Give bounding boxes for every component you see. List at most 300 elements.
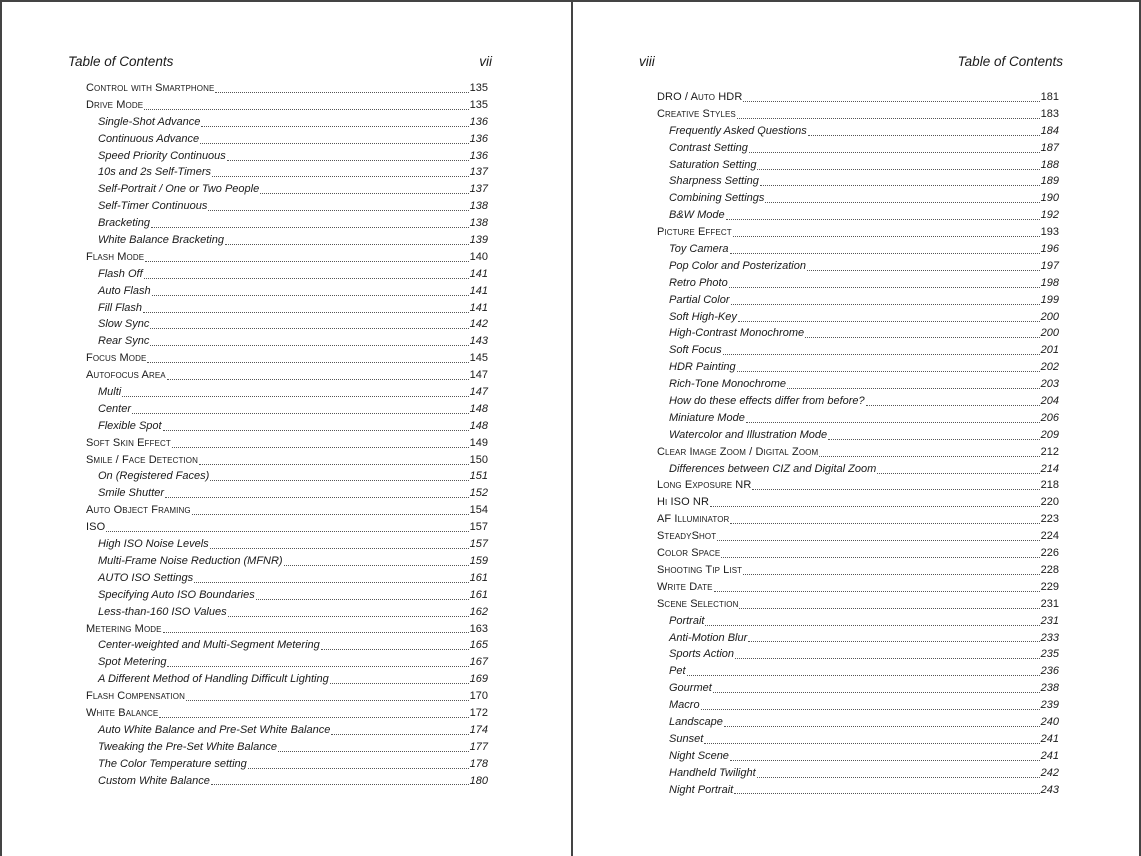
toc-subentry[interactable] bbox=[86, 654, 488, 671]
toc-entry-page: 178 bbox=[469, 757, 488, 770]
toc-entry-page: 137 bbox=[469, 183, 488, 196]
toc-entry-page: 162 bbox=[469, 605, 488, 618]
dot-leader bbox=[819, 456, 1039, 457]
toc-entry-title: SteadyShot bbox=[657, 530, 717, 543]
dot-leader bbox=[151, 227, 469, 228]
dot-leader bbox=[701, 709, 1040, 710]
dot-leader bbox=[757, 169, 1039, 170]
toc-entry-title: Multi bbox=[98, 386, 122, 399]
toc-entry-title: Watercolor and Illustration Mode bbox=[669, 428, 828, 441]
toc-entry-page: 137 bbox=[469, 166, 488, 179]
toc-entry-title: Combining Settings bbox=[669, 192, 765, 205]
toc-subentry[interactable] bbox=[86, 232, 488, 249]
dot-leader bbox=[186, 700, 469, 701]
toc-entry-page: 202 bbox=[1040, 361, 1059, 374]
dot-leader bbox=[152, 295, 469, 296]
toc-entry[interactable] bbox=[86, 705, 488, 722]
toc-entry[interactable] bbox=[86, 452, 488, 469]
toc-entry-title: Flexible Spot bbox=[98, 419, 162, 432]
toc-subentry[interactable] bbox=[657, 410, 1059, 427]
toc-entry-title: Contrast Setting bbox=[669, 141, 748, 154]
toc-entry-page: 188 bbox=[1040, 158, 1059, 171]
toc-subentry[interactable] bbox=[86, 739, 488, 756]
toc-subentry[interactable] bbox=[86, 401, 488, 418]
dot-leader bbox=[739, 608, 1039, 609]
dot-leader bbox=[144, 278, 469, 279]
dot-leader bbox=[145, 261, 468, 262]
toc-entry-title: White Balance bbox=[86, 706, 159, 719]
dot-leader bbox=[730, 253, 1040, 254]
toc-entry-title: Rich-Tone Monochrome bbox=[669, 378, 786, 391]
toc-entry-title: Tweaking the Pre-Set White Balance bbox=[98, 740, 277, 753]
toc-entry-page: 183 bbox=[1040, 107, 1059, 120]
toc-entry-page: 238 bbox=[1040, 682, 1059, 695]
toc-entry-page: 135 bbox=[469, 82, 488, 94]
toc-entry-title: AF Illuminator bbox=[657, 513, 730, 526]
dot-leader bbox=[225, 244, 469, 245]
toc-entry-page: 154 bbox=[469, 504, 488, 517]
toc-entry-title: Multi-Frame Noise Reduction (MFNR) bbox=[98, 554, 283, 567]
toc-subentry[interactable] bbox=[86, 587, 488, 604]
top-border bbox=[573, 0, 1139, 2]
toc-entry-page: 229 bbox=[1040, 580, 1059, 593]
toc-entry-title: Control with Smartphone bbox=[86, 82, 215, 94]
toc-entry-title: AUTO ISO Settings bbox=[98, 571, 194, 584]
toc-entry-title: Focus Mode bbox=[86, 352, 147, 365]
toc-entry-page: 204 bbox=[1040, 395, 1059, 408]
toc-entry-title: Handheld Twilight bbox=[669, 766, 756, 779]
toc-entry-page: 157 bbox=[469, 538, 488, 551]
toc-subentry[interactable] bbox=[86, 131, 488, 148]
dot-leader bbox=[731, 304, 1040, 305]
toc-subentry[interactable] bbox=[657, 748, 1059, 765]
toc-entry-page: 231 bbox=[1040, 597, 1059, 610]
dot-leader bbox=[159, 717, 468, 718]
toc-subentry[interactable] bbox=[86, 418, 488, 435]
toc-entry-page: 180 bbox=[469, 774, 488, 787]
toc-subentry[interactable] bbox=[657, 309, 1059, 326]
toc-entry-title: Specifying Auto ISO Boundaries bbox=[98, 588, 255, 601]
toc-entry-title: Color Space bbox=[657, 547, 721, 560]
toc-entry-title: 10s and 2s Self-Timers bbox=[98, 166, 212, 179]
dot-leader bbox=[735, 658, 1040, 659]
toc-subentry[interactable] bbox=[657, 714, 1059, 731]
toc-entry-title: Write Date bbox=[657, 580, 713, 593]
toc-entry-page: 239 bbox=[1040, 699, 1059, 712]
toc-entry-title: Center bbox=[98, 402, 132, 415]
header-title: Table of Contents bbox=[68, 54, 174, 69]
dot-leader bbox=[723, 354, 1040, 355]
dot-leader bbox=[717, 540, 1039, 541]
toc-subentry[interactable] bbox=[657, 275, 1059, 292]
toc-subentry[interactable] bbox=[657, 697, 1059, 714]
toc-entry-page: 141 bbox=[469, 284, 488, 297]
dot-leader bbox=[738, 321, 1040, 322]
dot-leader bbox=[201, 126, 468, 127]
toc-subentry[interactable] bbox=[657, 190, 1059, 207]
toc-entry-page: 141 bbox=[469, 301, 488, 314]
toc-subentry[interactable] bbox=[86, 181, 488, 198]
dot-leader bbox=[737, 118, 1040, 119]
toc-entry-title: Sharpness Setting bbox=[669, 175, 759, 188]
toc-subentry[interactable] bbox=[657, 427, 1059, 444]
toc-entry-page: 197 bbox=[1040, 259, 1059, 272]
toc-subentry[interactable] bbox=[657, 157, 1059, 174]
toc-entry-title: High-Contrast Monochrome bbox=[669, 327, 805, 340]
header-title: Table of Contents bbox=[957, 54, 1063, 69]
dot-leader bbox=[256, 599, 469, 600]
toc-entry-title: Pet bbox=[669, 665, 686, 678]
toc-entry-page: 151 bbox=[469, 470, 488, 483]
toc-subentry[interactable] bbox=[657, 342, 1059, 359]
toc-subentry[interactable] bbox=[86, 164, 488, 181]
toc-entry-title: Soft Skin Effect bbox=[86, 436, 171, 449]
running-header bbox=[639, 54, 1063, 72]
dot-leader bbox=[760, 185, 1040, 186]
dot-leader bbox=[713, 692, 1040, 693]
dot-leader bbox=[211, 784, 469, 785]
top-border bbox=[2, 0, 571, 2]
dot-leader bbox=[787, 388, 1040, 389]
toc-entry[interactable] bbox=[657, 579, 1059, 596]
toc-subentry[interactable] bbox=[657, 173, 1059, 190]
dot-leader bbox=[733, 236, 1040, 237]
toc-entry[interactable] bbox=[86, 350, 488, 367]
dot-leader bbox=[278, 751, 469, 752]
toc-entry-page: 190 bbox=[1040, 192, 1059, 205]
toc-entry-title: Smile Shutter bbox=[98, 487, 165, 500]
toc-entry-title: Soft High-Key bbox=[669, 310, 737, 323]
toc-entry[interactable] bbox=[657, 494, 1059, 511]
toc-entry-page: 218 bbox=[1040, 479, 1059, 492]
toc-entry-title: Center-weighted and Multi-Segment Metering bbox=[98, 639, 320, 652]
toc-entry-title: Pop Color and Posterization bbox=[669, 259, 806, 272]
toc-entry-page: 140 bbox=[469, 250, 488, 263]
dot-leader bbox=[143, 312, 469, 313]
toc-subentry[interactable] bbox=[657, 207, 1059, 224]
toc-entry-title: Soft Focus bbox=[669, 344, 722, 357]
toc-entry-title: Auto Object Framing bbox=[86, 504, 191, 517]
toc-entry-title: Creative Styles bbox=[657, 107, 736, 120]
dot-leader bbox=[330, 683, 469, 684]
toc-entry-title: Toy Camera bbox=[669, 243, 729, 256]
toc-entry-title: Smile / Face Detection bbox=[86, 453, 198, 466]
toc-entry-page: 193 bbox=[1040, 226, 1059, 239]
dot-leader bbox=[808, 135, 1040, 136]
toc-entry[interactable] bbox=[657, 528, 1059, 545]
toc-entry-title: Self-Portrait / One or Two People bbox=[98, 183, 260, 196]
dot-leader bbox=[132, 413, 469, 414]
dot-leader bbox=[200, 143, 469, 144]
toc-entry-title: High ISO Noise Levels bbox=[98, 538, 209, 551]
toc-entry[interactable] bbox=[657, 477, 1059, 494]
dot-leader bbox=[147, 362, 468, 363]
toc-entry-page: 184 bbox=[1040, 124, 1059, 137]
toc-entry-page: 165 bbox=[469, 639, 488, 652]
toc-subentry[interactable] bbox=[86, 333, 488, 350]
toc-entry-page: 157 bbox=[469, 521, 488, 534]
dot-leader bbox=[877, 473, 1039, 474]
toc-entry-title: On (Registered Faces) bbox=[98, 470, 210, 483]
toc-subentry[interactable] bbox=[86, 215, 488, 232]
dot-leader bbox=[208, 210, 468, 211]
toc-entry-title: Rear Sync bbox=[98, 335, 150, 348]
toc-entry-page: 241 bbox=[1040, 749, 1059, 762]
toc-subentry[interactable] bbox=[86, 553, 488, 570]
dot-leader bbox=[172, 447, 469, 448]
toc-entry-page: 223 bbox=[1040, 513, 1059, 526]
toc-entry-title: How do these effects differ from before? bbox=[669, 395, 865, 408]
toc-entry[interactable] bbox=[86, 97, 488, 114]
toc-entry[interactable] bbox=[657, 596, 1059, 613]
toc-entry[interactable] bbox=[657, 511, 1059, 528]
toc-entry-page: 136 bbox=[469, 149, 488, 162]
toc-subentry[interactable] bbox=[86, 604, 488, 621]
dot-leader bbox=[150, 345, 468, 346]
toc-entry-page: 161 bbox=[469, 571, 488, 584]
toc-entry-title: Auto White Balance and Pre-Set White Balance bbox=[98, 723, 331, 736]
toc-subentry[interactable] bbox=[657, 325, 1059, 342]
toc-entry-page: 152 bbox=[469, 487, 488, 500]
toc-entry-page: 201 bbox=[1040, 344, 1059, 357]
toc-entry-title: Retro Photo bbox=[669, 276, 728, 289]
toc-entry-page: 170 bbox=[469, 690, 488, 703]
toc-entry-page: 240 bbox=[1040, 715, 1059, 728]
toc-subentry[interactable] bbox=[657, 782, 1059, 799]
toc-entry-title: Frequently Asked Questions bbox=[669, 124, 807, 137]
toc-entry-title: Portrait bbox=[669, 614, 705, 627]
toc-entry-title: Slow Sync bbox=[98, 318, 150, 331]
toc-entry-page: 196 bbox=[1040, 243, 1059, 256]
toc-entry-title: Self-Timer Continuous bbox=[98, 200, 208, 213]
toc-subentry[interactable] bbox=[657, 376, 1059, 393]
toc-subentry[interactable] bbox=[86, 468, 488, 485]
right-page bbox=[571, 0, 1141, 856]
toc-entry-page: 147 bbox=[469, 369, 488, 382]
toc-subentry[interactable] bbox=[657, 613, 1059, 630]
dot-leader bbox=[228, 616, 469, 617]
toc-entry-page: 189 bbox=[1040, 175, 1059, 188]
toc-entry-title: Less-than-160 ISO Values bbox=[98, 605, 227, 618]
toc-entry-page: 139 bbox=[469, 234, 488, 247]
toc-entry-page: 169 bbox=[469, 673, 488, 686]
toc-entry-page: 203 bbox=[1040, 378, 1059, 391]
dot-leader bbox=[748, 641, 1039, 642]
toc-entry-title: ISO bbox=[86, 521, 106, 534]
toc-subentry[interactable] bbox=[86, 316, 488, 333]
toc-entry-page: 181 bbox=[1040, 91, 1059, 103]
toc-entry-page: 228 bbox=[1040, 563, 1059, 576]
toc-entry-title: Flash Compensation bbox=[86, 690, 185, 703]
dot-leader bbox=[749, 152, 1040, 153]
toc-entry[interactable] bbox=[86, 688, 488, 705]
toc-subentry[interactable] bbox=[86, 485, 488, 502]
toc-entry-page: 235 bbox=[1040, 648, 1059, 661]
toc-entry-page: 192 bbox=[1040, 209, 1059, 222]
toc-entry-title: Partial Color bbox=[669, 293, 730, 306]
toc-entry[interactable] bbox=[86, 502, 488, 519]
toc-entry-page: 231 bbox=[1040, 614, 1059, 627]
toc-subentry[interactable] bbox=[657, 241, 1059, 258]
toc-entry-title: Macro bbox=[669, 699, 700, 712]
dot-leader bbox=[122, 396, 468, 397]
toc-entry[interactable] bbox=[86, 621, 488, 638]
dot-leader bbox=[710, 506, 1040, 507]
toc-entry-title: White Balance Bracketing bbox=[98, 234, 224, 247]
toc-subentry[interactable] bbox=[86, 756, 488, 773]
toc-entry-page: 236 bbox=[1040, 665, 1059, 678]
toc-entry[interactable] bbox=[657, 444, 1059, 461]
dot-leader bbox=[167, 379, 469, 380]
header-page-number: viii bbox=[639, 54, 655, 69]
dot-leader bbox=[227, 160, 469, 161]
toc-subentry[interactable] bbox=[86, 570, 488, 587]
toc-entry-title: Autofocus Area bbox=[86, 369, 166, 382]
toc-entry-page: 214 bbox=[1040, 462, 1059, 475]
toc-entry-page: 142 bbox=[469, 318, 488, 331]
toc-subentry[interactable] bbox=[657, 393, 1059, 410]
dot-leader bbox=[714, 591, 1040, 592]
toc-subentry[interactable] bbox=[657, 123, 1059, 140]
toc-entry[interactable] bbox=[86, 367, 488, 384]
toc-subentry[interactable] bbox=[86, 671, 488, 688]
toc-entry[interactable] bbox=[657, 562, 1059, 579]
toc-entry-page: 206 bbox=[1040, 411, 1059, 424]
toc-entry-page: 161 bbox=[469, 588, 488, 601]
toc-subentry[interactable] bbox=[657, 292, 1059, 309]
toc-entry-page: 135 bbox=[469, 98, 488, 111]
toc-entry-page: 145 bbox=[469, 352, 488, 365]
dot-leader bbox=[163, 430, 469, 431]
toc-subentry[interactable] bbox=[86, 148, 488, 165]
toc-subentry[interactable] bbox=[86, 283, 488, 300]
toc-entry-page: 136 bbox=[469, 132, 488, 145]
dot-leader bbox=[260, 193, 468, 194]
dot-leader bbox=[730, 760, 1040, 761]
toc-entry[interactable] bbox=[657, 89, 1059, 106]
toc-entry-title: Anti-Motion Blur bbox=[669, 631, 748, 644]
toc-entry-page: 167 bbox=[469, 656, 488, 669]
toc-subentry[interactable] bbox=[657, 461, 1059, 478]
dot-leader bbox=[765, 202, 1039, 203]
toc-subentry[interactable] bbox=[657, 731, 1059, 748]
toc-entry-title: Flash Mode bbox=[86, 250, 145, 263]
toc-entry-page: 177 bbox=[469, 740, 488, 753]
toc-entry-page: 224 bbox=[1040, 530, 1059, 543]
toc-subentry[interactable] bbox=[657, 680, 1059, 697]
toc-entry-title: Auto Flash bbox=[98, 284, 151, 297]
dot-leader bbox=[737, 371, 1040, 372]
toc-entry-title: Scene Selection bbox=[657, 597, 739, 610]
toc-entry-page: 147 bbox=[469, 386, 488, 399]
toc-entry-title: DRO / Auto HDR bbox=[657, 91, 743, 103]
toc-entry-page: 148 bbox=[469, 419, 488, 432]
header-page-number: vii bbox=[479, 54, 492, 69]
dot-leader bbox=[167, 666, 468, 667]
toc-entry[interactable] bbox=[86, 249, 488, 266]
toc-entry-title: Drive Mode bbox=[86, 98, 144, 111]
toc-entry-page: 163 bbox=[469, 622, 488, 635]
toc-entry-page: 200 bbox=[1040, 310, 1059, 323]
toc-entry-title: Continuous Advance bbox=[98, 132, 200, 145]
toc-subentry[interactable] bbox=[86, 266, 488, 283]
toc-entry[interactable] bbox=[657, 224, 1059, 241]
toc-entry-page: 136 bbox=[469, 115, 488, 128]
toc-subentry[interactable] bbox=[657, 140, 1059, 157]
toc-subentry[interactable] bbox=[657, 359, 1059, 376]
toc-entry[interactable] bbox=[657, 545, 1059, 562]
toc-entry[interactable] bbox=[86, 80, 488, 97]
dot-leader bbox=[194, 582, 468, 583]
toc-subentry[interactable] bbox=[86, 198, 488, 215]
toc-subentry[interactable] bbox=[86, 300, 488, 317]
toc-subentry[interactable] bbox=[86, 114, 488, 131]
toc-subentry[interactable] bbox=[86, 384, 488, 401]
toc-subentry[interactable] bbox=[657, 258, 1059, 275]
dot-leader bbox=[165, 497, 469, 498]
dot-leader bbox=[866, 405, 1040, 406]
dot-leader bbox=[284, 565, 469, 566]
toc-entry[interactable] bbox=[657, 106, 1059, 123]
toc-entry-title: Single-Shot Advance bbox=[98, 115, 201, 128]
dot-leader bbox=[705, 625, 1039, 626]
toc-entry[interactable] bbox=[86, 519, 488, 536]
toc-entry-page: 226 bbox=[1040, 547, 1059, 560]
dot-leader bbox=[210, 480, 468, 481]
toc-subentry[interactable] bbox=[657, 630, 1059, 647]
dot-leader bbox=[805, 337, 1040, 338]
toc-entry-page: 241 bbox=[1040, 732, 1059, 745]
toc-entry-title: Fill Flash bbox=[98, 301, 143, 314]
toc-entry-title: Spot Metering bbox=[98, 656, 167, 669]
toc-entry-title: Clear Image Zoom / Digital Zoom bbox=[657, 445, 819, 458]
dot-leader bbox=[721, 557, 1039, 558]
toc-subentry[interactable] bbox=[86, 722, 488, 739]
dot-leader bbox=[743, 574, 1040, 575]
toc-subentry[interactable] bbox=[657, 663, 1059, 680]
toc-entry-title: Hi ISO NR bbox=[657, 496, 710, 509]
toc-entry-title: Night Portrait bbox=[669, 783, 734, 796]
toc-entry-title: Night Scene bbox=[669, 749, 729, 762]
toc-subentry[interactable] bbox=[657, 765, 1059, 782]
toc-entry-page: 209 bbox=[1040, 428, 1059, 441]
toc-subentry[interactable] bbox=[657, 646, 1059, 663]
toc-entry-title: Sports Action bbox=[669, 648, 735, 661]
toc-subentry[interactable] bbox=[86, 773, 488, 790]
dot-leader bbox=[729, 287, 1040, 288]
dot-leader bbox=[726, 219, 1040, 220]
toc-entry[interactable] bbox=[86, 435, 488, 452]
toc-subentry[interactable] bbox=[86, 637, 488, 654]
toc-entry-title: Bracketing bbox=[98, 217, 150, 230]
toc-entry-title: Landscape bbox=[669, 715, 723, 728]
toc-entry-page: 198 bbox=[1040, 276, 1059, 289]
toc-entry-page: 187 bbox=[1040, 141, 1059, 154]
dot-leader bbox=[807, 270, 1040, 271]
dot-leader bbox=[743, 101, 1039, 102]
dot-leader bbox=[210, 548, 469, 549]
toc-subentry[interactable] bbox=[86, 536, 488, 553]
toc-entry-page: 220 bbox=[1040, 496, 1059, 509]
toc-entry-page: 233 bbox=[1040, 631, 1059, 644]
dot-leader bbox=[144, 109, 468, 110]
dot-leader bbox=[757, 777, 1040, 778]
dot-leader bbox=[248, 768, 469, 769]
toc-entry-page: 159 bbox=[469, 554, 488, 567]
toc-entry-title: Metering Mode bbox=[86, 622, 162, 635]
toc-entry-page: 200 bbox=[1040, 327, 1059, 340]
toc-entry-page: 172 bbox=[469, 706, 488, 719]
